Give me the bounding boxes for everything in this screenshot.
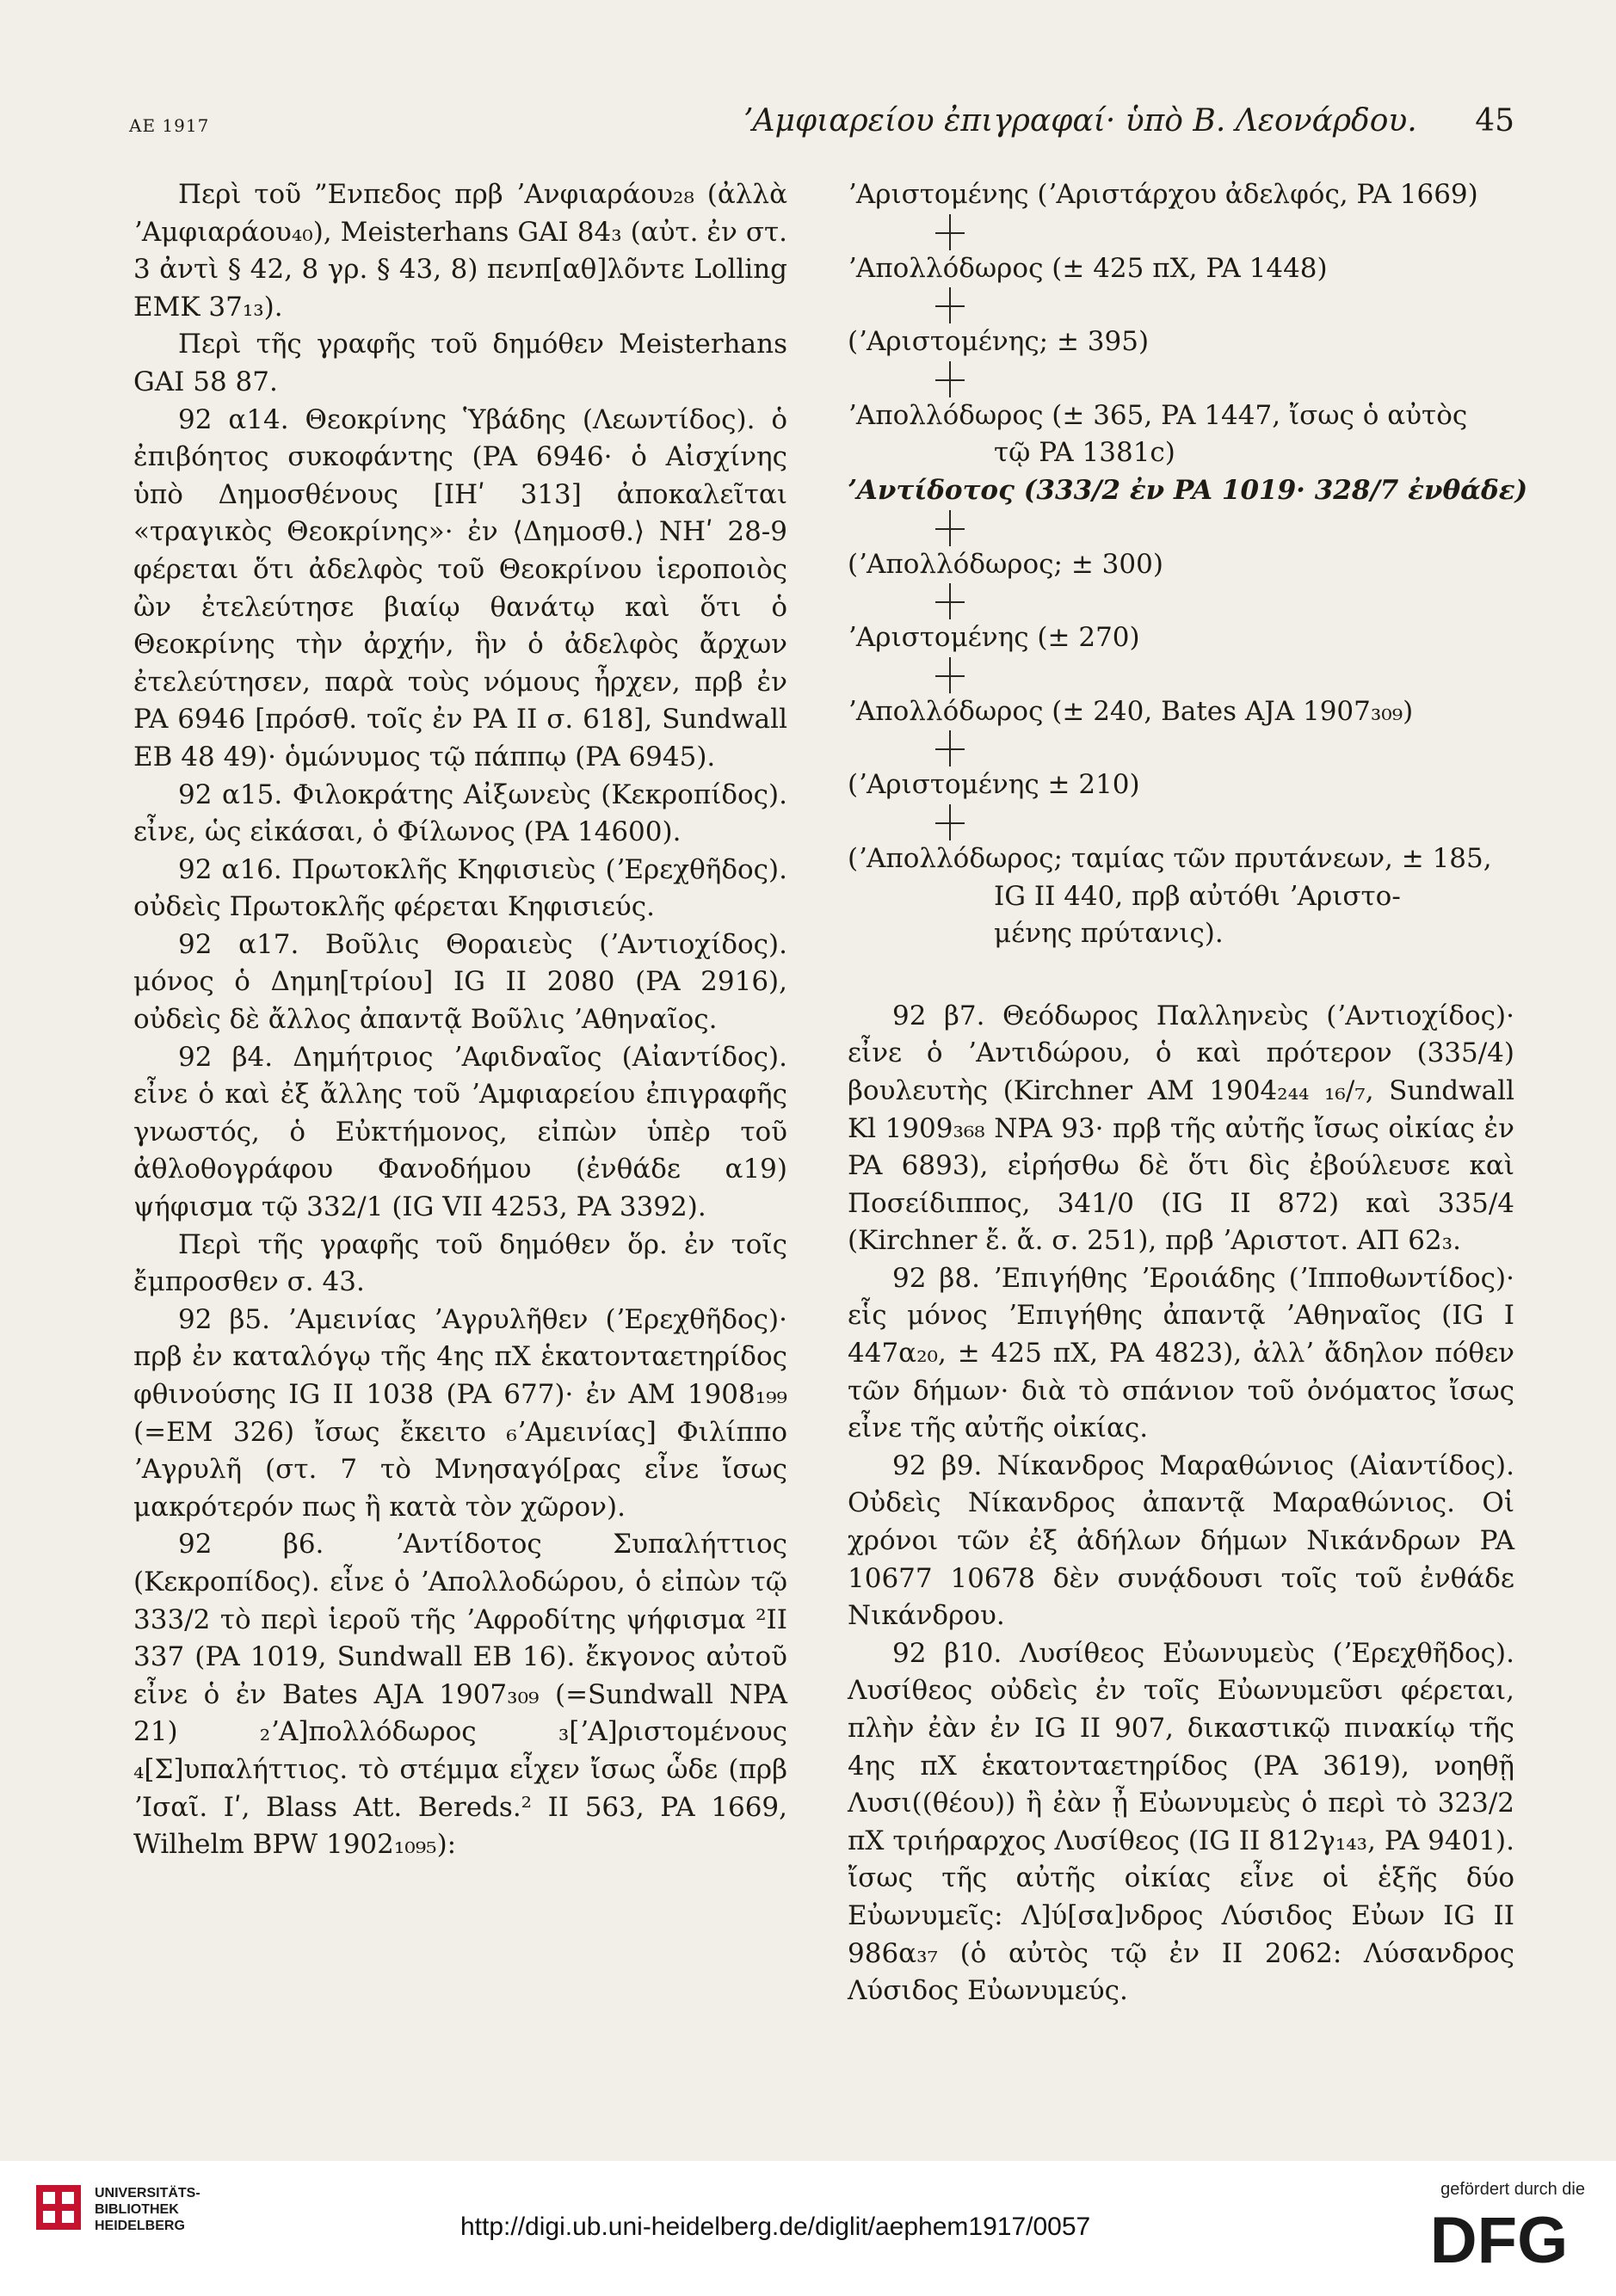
funded-by-label: gefördert durch die [1440, 2180, 1585, 2199]
stemma-connector [848, 214, 1514, 250]
right-column [848, 176, 1528, 2010]
stemma-node-antidotos: ʼΑντίδοτος (333/2 ἐν PA 1019· 328/7 ἐνθάδε) [848, 474, 1528, 506]
entry-92-b5: 92 β5. ʼΑμεινίας ʼΑγρυλῆθεν (ʼΕρεχθῆδος)· πρβ ἐν καταλόγῳ τῆς 4ης πΧ ἑκατονταετηρίδος φθινούσης IG II 1038 (PA 677)· ἐν AM 1908₁₉₉ (=EM 326) ἴσως ἔκειτο ₆ʼΑμεινίας] Φιλίππο ʼΑγρυλῆ (στ. 7 τὸ Μνησαγό[ρας εἶνε ἴσως μακρότερόν πως ἢ κατὰ τὸν χῶρον). [133, 1303, 787, 1523]
stemma-node-continuation: IG II 440, πρβ αὐτόθι ʼΑριστο- [994, 880, 1401, 912]
paragraph: Περὶ τῆς γραφῆς τοῦ δημόθεν ὅρ. ἐν τοῖς ἔμπροσθεν σ. 43. [133, 1228, 787, 1298]
stemma-connector [848, 361, 1514, 397]
stemma-connector [848, 510, 1514, 546]
stemma-connector [848, 804, 1514, 840]
entry-92-b6: 92 β6. ʼΑντίδοτος Συπαλήττιος (Κεκροπίδος). εἶνε ὁ ʼΑπολλοδώρου, ὁ εἰπὼν τῷ 333/2 τὸ περὶ ἱεροῦ τῆς ʼΑφροδίτης ψήφισμα ²II 337 (PA 1019, Sundwall EB 16). ἔκγονος αὐτοῦ εἶνε ὁ ἐν Bates AJA 1907₃₀₉ (=Sundwall NPA 21) ₂ʼΑ]πολλόδωρος ₃[ʼΑ]ριστομένους ₄[Σ]υπαλήττιος. τὸ στέμμα εἶχεν ἴσως ὧδε (πρβ ʼΙσαῖ. Ιʹ, Blass Att. Bereds.² II 563, PA 1669, Wilhelm BPW 1902₁₀₉₅): [133, 1529, 787, 1861]
stemma-node: ʼΑπολλόδωρος (± 240, Bates AJA 1907₃₀₉) [848, 695, 1414, 727]
entry-92-a16: 92 α16. Πρωτοκλῆς Κηφισιεὺς (ʼΕρεχθῆδος). οὐδεὶς Πρωτοκλῆς φέρεται Κηφισιεύς. [133, 853, 787, 923]
page-number: 45 [1475, 103, 1514, 138]
running-title-text: ʼΑμφιαρείου ἐπιγραφαί· ὑπὸ Β. Λεονάρδου. [743, 103, 1417, 138]
stemma-connector [848, 583, 1514, 619]
paragraph: Περὶ τῆς γραφῆς τοῦ δημόθεν Meisterhans GAI 58 87. [133, 329, 787, 397]
entry-92-a14: 92 α14. Θεοκρίνης Ὑβάδης (Λεωντίδος). ὁ ἐπιβόητος συκοφάντης (PA 6946· ὁ Αἰσχίνης ὑπὸ Δημοσθένους [ΙΗʹ 313] ἀποκαλεῖται «τραγικὸς Θεοκρίνης»· ἐν ⟨Δημοσθ.⟩ ΝΗʹ 28-9 φέρεται ὅτι ἀδελφὸς τοῦ Θεοκρίνου ἱεροποιὸς ὢν ἐτελεύτησε βιαίῳ θανάτῳ καὶ ὅτι ὁ Θεοκρίνης τὴν ἀρχήν, ἣν ὁ ἀδελφὸς ἄρχων ἐτελεύτησεν, παρὰ τοὺς νόμους ἦρχεν, πρβ ἐν PA 6946 [πρόσθ. τοῖς ἐν PA II σ. 618], Sundwall EB 48 49)· ὁμώνυμος τῷ πάππῳ (PA 6945). [133, 403, 787, 773]
entry-92-b7: 92 β7. Θεόδωρος Παλληνεὺς (ʼΑντιοχίδος)· εἶνε ὁ ʼΑντιδώρου, ὁ καὶ πρότερον (335/4) βουλευτὴς (Kirchner AM 1904₂₄₄ ₁₆/₇, Sundwall Kl 1909₃₆₈ NPA 93· πρβ τῆς αὐτῆς ἴσως οἰκίας ἐν PA 6893), εἰρήσθω δὲ ὅτι δὶς ἐβούλευσε καὶ Ποσείδιππος, 341/0 (IG II 872) καὶ 335/4 (Kirchner ἔ. ἄ. σ. 251), πρβ ʼΑριστοτ. ΑΠ 62₃. [848, 1000, 1514, 1257]
stemma-node: (ʼΑπολλόδωρος; ταμίας τῶν πρυτάνεων, ± 185, [848, 842, 1492, 874]
stemma-node: ʼΑπολλόδωρος (± 365, PA 1447, ἴσως ὁ αὐτὸς [848, 399, 1468, 431]
stemma-node-continuation: μένης πρύτανις). [994, 918, 1224, 950]
stemma-connector [848, 657, 1514, 693]
entry-92-b10: 92 β10. Λυσίθεος Εὐωνυμεὺς (ʼΕρεχθῆδος). Λυσίθεος οὐδεὶς ἐν τοῖς Εὐωνυμεῦσι φέρεται, πλὴν ἐὰν ἐν IG II 907, δικαστικῷ πινακίῳ τῆς 4ης πΧ ἑκατονταετηρίδος (PA 3619), νοηθῇ Λυσι((θέου)) ἢ ἐὰν ᾖ Εὐωνυμεὺς ὁ περὶ τὸ 323/2 πΧ τριήραρχος Λυσίθεος (IG II 812γ₁₄₃, PA 9401). ἴσως τῆς αὐτῆς οἰκίας εἶνε οἱ ἑξῆς δύο Εὐωνυμεῖς: Λ]ύ[σα]νδρος Λύσιδος Εὐων IG II 986α₃₇ (ὁ αὐτὸς τῷ ἐν II 2062: Λύσανδρος Λύσιδος Εὐωνυμεύς. [848, 1637, 1514, 2007]
footer-bar [0, 2161, 1616, 2296]
stemma-node: (ʼΑριστομένης ± 210) [848, 769, 1140, 801]
entry-92-b4: 92 β4. Δημήτριος ʼΑφιδναῖος (Αἰαντίδος). εἶνε ὁ καὶ ἐξ ἄλλης τοῦ ʼΑμφιαρείου ἐπιγραφῆς γνωστός, ὁ Εὐκτήμονος, εἰπὼν ὑπὲρ τοῦ ἀθλοθογράφου Φανοδήμου (ἐνθάδε α19) ψήφισμα τῷ 332/1 (IG VII 4253, PA 3392). [133, 1041, 787, 1223]
left-column [133, 176, 787, 1864]
library-name: UNIVERSITÄTS- BIBLIOTHEK HEIDELBERG [95, 2186, 200, 2233]
stemma-node: ʼΑριστομένης (± 270) [848, 622, 1140, 654]
spacer [848, 953, 1514, 998]
entry-92-a17: 92 α17. Βοῦλις Θοραιεὺς (ʼΑντιοχίδος). μόνος ὁ Δημη[τρίου] IG II 2080 (PA 2916), οὐδεὶς δὲ ἄλλος ἀπαντᾷ Βοῦλις ʼΑθηναῖος. [133, 928, 787, 1036]
library-logo[interactable] [34, 2178, 258, 2264]
stemma-connector [848, 287, 1514, 323]
stemma-node: (ʼΑπολλόδωρος; ± 300) [848, 548, 1163, 580]
dfg-logo-text: DFG [1429, 2204, 1569, 2273]
entry-92-b8: 92 β8. ʼΕπιγήθης ʼΕροιάδης (ʼΙπποθωντίδος)· εἷς μόνος ʼΕπιγήθης ἀπαντᾷ ʼΑθηναῖος (IG I 447α₂₀, ± 425 πΧ, PA 4823), ἀλλʼ ἄδηλον πόθεν τῶν δήμων· διὰ τὸ σπάνιον τοῦ ὀνόματος ἴσως εἶνε τῆς αὐτῆς οἰκίας. [848, 1262, 1514, 1444]
journal-abbrev: ΑΕ 1917 [129, 115, 210, 136]
stemma-node: ʼΑπολλόδωρος (± 425 πΧ, PA 1448) [848, 252, 1328, 284]
stemma-node-continuation: τῷ PA 1381c) [994, 437, 1175, 469]
entry-92-a15: 92 α15. Φιλοκράτης Αἰξωνεὺς (Κεκροπίδος). εἶνε, ὡς εἰκάσαι, ὁ Φίλωνος (PA 14600). [133, 779, 787, 848]
stemma-connector [848, 730, 1514, 766]
paragraph: Περὶ τοῦ ”Ενπεδος πρβ ʼΑνφιαράου₂₈ (ἀλλὰ ʼΑμφιαράου₄₀), Meisterhans GAI 84₃ (αὐτ. ἐν στ. 3 ἀντὶ § 42, 8 γρ. § 43, 8) πενπ[αθ]λõντε Lolling EMK 37₁₃). [133, 179, 787, 323]
source-url-link[interactable]: http://digi.ub.uni-heidelberg.de/diglit/aephem1917/0057 [460, 2213, 1091, 2241]
dfg-logo-icon[interactable] [1413, 2204, 1585, 2273]
running-title [743, 103, 1514, 138]
family-stemma [848, 176, 1528, 953]
library-emblem-icon [34, 2183, 83, 2231]
stemma-node: ʼΑριστομένης (ʼΑριστάρχου ἀδελφός, PA 1669) [848, 179, 1478, 210]
entry-92-b9: 92 β9. Νίκανδρος Μαραθώνιος (Αἰαντίδος). Οὐδεὶς Νίκανδρος ἀπαντᾷ Μαραθώνιος. Οἱ χρόνοι τῶν ἐξ ἀδήλων δήμων Νικάνδρων PA 10677 10678 δὲν συνᾴδουσι τοῖς τοῦ ἐνθάδε Νικάνδρου. [848, 1450, 1514, 1632]
stemma-node: (ʼΑριστομένης; ± 395) [848, 326, 1150, 358]
page-header [129, 103, 1514, 155]
